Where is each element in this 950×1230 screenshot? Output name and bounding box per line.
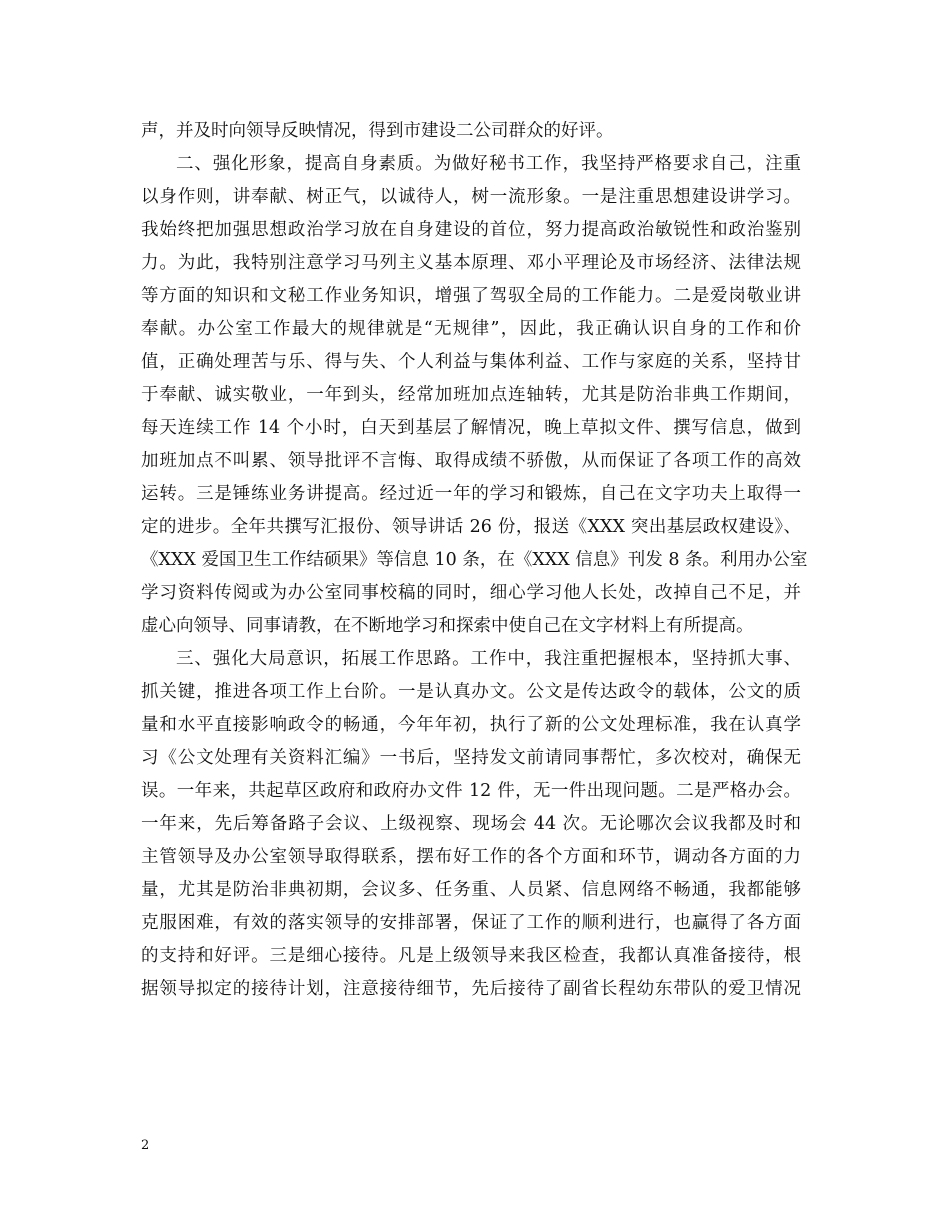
text-line: 主管领导及办公室领导取得联系，摆布好工作的各个方面和环节，调动各方面的力 <box>141 847 801 867</box>
body-text <box>141 115 808 1006</box>
page-number: 2 <box>141 1138 150 1153</box>
text-line: 运转。三是锤练业务讲提高。经过近一年的学习和锻炼，自己在文字功夫上取得一 <box>141 484 801 504</box>
text-line: 加班加点不叫累、领导批评不言悔、取得成绩不骄傲，从而保证了各项工作的高效 <box>141 451 801 471</box>
text-line: 量和水平直接影响政令的畅通，今年年初，执行了新的公文处理标准，我在认真学 <box>141 715 801 735</box>
text-line: 抓关键，推进各项工作上台阶。一是认真办文。公文是传达政令的载体，公文的质 <box>141 682 801 702</box>
text-line: 等方面的知识和文秘工作业务知识，增强了驾驭全局的工作能力。二是爱岗敬业讲 <box>141 286 801 306</box>
text-line: 虚心向领导、同事请教，在不断地学习和探索中使自己在文字材料上有所提高。 <box>141 616 754 636</box>
text-line: 三、强化大局意识，拓展工作思路。工作中，我注重把握根本，坚持抓大事、 <box>176 649 801 669</box>
text-line: 学习资料传阅或为办公室同事校稿的同时，细心学习他人长处，改掉自己不足，并 <box>141 583 801 603</box>
text-line: 我始终把加强思想政治学习放在自身建设的首位，努力提高政治敏锐性和政治鉴别 <box>141 220 801 240</box>
text-line: 奉献。办公室工作最大的规律就是“无规律”，因此，我正确认识自身的工作和价 <box>141 319 801 339</box>
text-line: 每天连续工作 14 个小时，白天到基层了解情况，晚上草拟文件、撰写信息，做到 <box>141 418 801 438</box>
text-line: 于奉献、诚实敬业，一年到头，经常加班加点连轴转，尤其是防治非典工作期间， <box>141 385 801 405</box>
text-line: 二、强化形象，提高自身素质。为做好秘书工作，我坚持严格要求自己，注重 <box>176 154 801 174</box>
text-line: 《XXX 爱国卫生工作结硕果》等信息 10 条，在《XXX 信息》刊发 8 条。利用办公室 <box>141 550 808 570</box>
text-line: 量，尤其是防治非典初期，会议多、任务重、人员紧、信息网络不畅通，我都能够 <box>141 880 801 900</box>
text-line: 的支持和好评。三是细心接待。凡是上级领导来我区检查，我都认真准备接待，根 <box>141 946 801 966</box>
text-line: 定的进步。全年共撰写汇报份、领导讲话 26 份，报送《XXX 突出基层政权建设》、 <box>141 517 801 537</box>
text-line: 以身作则，讲奉献、树正气，以诚待人，树一流形象。一是注重思想建设讲学习。 <box>141 187 801 207</box>
text-line: 一年来，先后筹备路子会议、上级视察、现场会 44 次。无论哪次会议我都及时和 <box>141 814 801 834</box>
text-line: 据领导拟定的接待计划，注意接待细节，先后接待了副省长程幼东带队的爱卫情况 <box>141 979 801 999</box>
text-line: 克服困难，有效的落实领导的安排部署，保证了工作的顺利进行，也赢得了各方面 <box>141 913 801 933</box>
text-line: 力。为此，我特别注意学习马列主义基本原理、邓小平理论及市场经济、法律法规 <box>141 253 801 273</box>
text-line: 误。一年来，共起草区政府和政府办文件 12 件，无一件出现问题。二是严格办会。 <box>141 781 801 801</box>
text-line: 习《公文处理有关资料汇编》一书后，坚持发文前请同事帮忙，多次校对，确保无 <box>141 748 801 768</box>
text-line: 声，并及时向领导反映情况，得到市建设二公司群众的好评。 <box>141 121 614 141</box>
text-line: 值，正确处理苦与乐、得与失、个人利益与集体利益、工作与家庭的关系，坚持甘 <box>141 352 801 372</box>
